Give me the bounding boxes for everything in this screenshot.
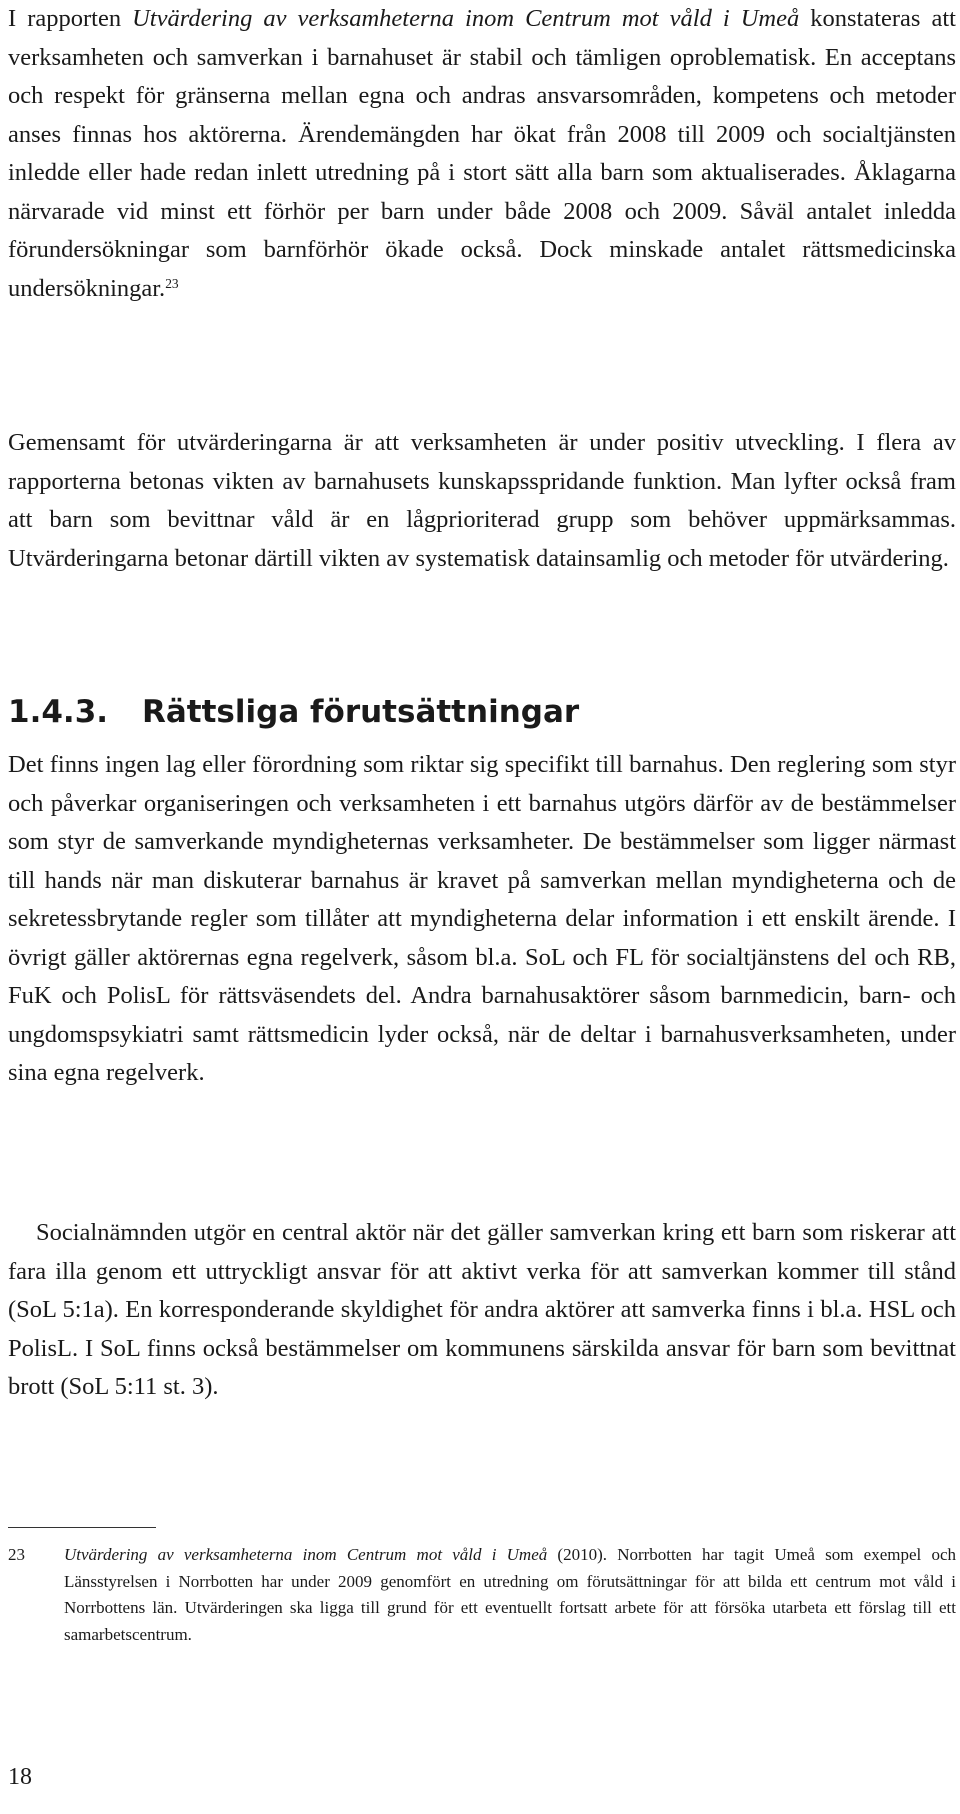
footnote-body <box>64 1542 956 1648</box>
footnote-number: 23 <box>8 1545 25 1564</box>
footnote-report-title: Utvärdering av verksamheterna inom Centrum mot våld i Umeå <box>64 1545 548 1564</box>
paragraph-intro-lead: I rapporten <box>8 5 133 32</box>
paragraph-social-services: Socialnämnden utgör en central aktör när det gäller samverkan kring ett barn som riskerar att fara illa genom ett uttryckligt ansvar för att aktivt verka för att samverkan kommer till stånd (SoL 5:1a). En korresponderande skyldighet för andra aktörer att samverka finns i bl.a. HSL och PolisL. I SoL finns också bestämmelser om kommunens särskilda ansvar för barn som bevittnat brott (SoL 5:11 st. 3). <box>8 1219 956 1400</box>
report-title-reference: Utvärdering av verksamheterna inom Centrum mot våld i Umeå <box>132 5 800 32</box>
paragraph-legal-conditions: Det finns ingen lag eller förordning som riktar sig specifikt till barnahus. Den reglering som styr och påverkar organiseringen och verksamheten i ett barnahus utgörs därför av de bestämmelser som styr de samverkande myndigheternas verksamheter. De bestämmelser som ligger närmast till hands när man diskuterar barnahus är kravet på samverkan mellan myndigheterna och de sekretessbrytande regler som tillåter att myndigheterna delar information i ett enskilt ärende. I övrigt gäller aktörernas egna regelverk, såsom bl.a. SoL och FL för socialtjänstens del och RB, FuK och PolisL för rättsväsendets del. Andra barnahusaktörer såsom barnmedicin, barn- och ungdomspsykiatri samt rättsmedicin lyder också, när de deltar i barnahusverksamheten, under sina egna regelverk. <box>8 751 956 1086</box>
footnote-text: (2010). Norrbotten har tagit Umeå som exempel och Länsstyrelsen i Norrbotten har under 2009 genomfört en utredning om förutsättningar för att bilda ett centrum mot våld i Norrbottens län. Utvärderingen ska ligga till grund för ett eventuellt fortsatt arbete för att försöka utarbeta ett förslag till ett samarbetscentrum. <box>64 1545 956 1644</box>
section-heading <box>8 692 956 732</box>
page-number: 18 <box>8 1764 32 1790</box>
paragraph-intro <box>8 0 956 308</box>
footnote-reference[interactable]: 23 <box>165 275 179 291</box>
paragraph-evaluations: Gemensamt för utvärderingarna är att verksamheten är under positiv utveckling. I flera av rapporterna betonas vikten av barnahusets kunskapsspridande funktion. Man lyfter också fram att barn som bevittnar våld är en lågprioriterad grupp som behöver uppmärksammas. Utvärderingarna betonar därtill vikten av systematisk datainsamlig och metoder för utvärdering. <box>8 429 956 572</box>
footnote <box>8 1542 956 1648</box>
paragraph-intro-body: konstateras att verksamheten och samverkan i barnahuset är stabil och tämligen oproblematisk. En acceptans och respekt för gränserna mellan egna och andras ansvarsområden, kompetens och metoder anses finnas hos aktörerna. Ärendemängden har ökat från 2008 till 2009 och socialtjänsten inledde eller hade redan inlett utredning på i stort sätt alla barn som aktualiserades. Åklagarna närvarade vid minst ett förhör per barn under både 2008 och 2009. Såväl antalet inledda förundersökningar som barnförhör ökade också. Dock minskade antalet rättsmedicinska undersökningar. <box>8 5 956 302</box>
section-title: Rättsliga förutsättningar <box>142 694 580 730</box>
footnote-divider <box>8 1527 156 1528</box>
section-number: 1.4.3. <box>8 694 109 730</box>
